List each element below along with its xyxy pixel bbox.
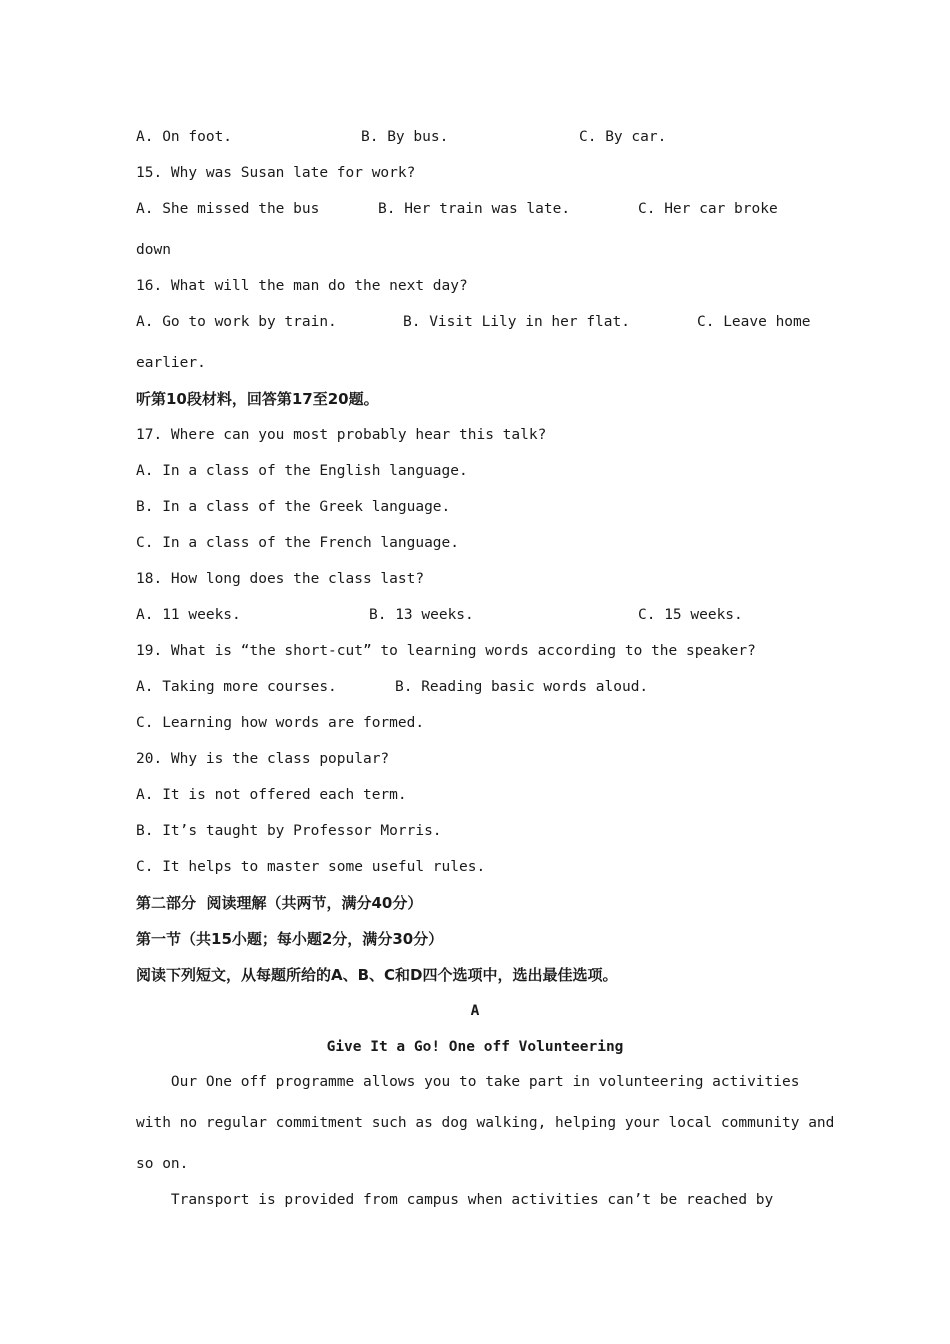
section-1-heading: 第一节（共15小题；每小题2分，满分30分）	[136, 930, 444, 948]
q16-option-c-wrap: earlier.	[136, 355, 206, 371]
section-10-heading: 听第10段材料，回答第17至20题。	[136, 390, 379, 408]
q15-option-a: A. She missed the bus	[136, 201, 320, 217]
q16-option-c: C. Leave home	[697, 314, 811, 330]
q16-option-b: B. Visit Lily in her flat.	[403, 314, 630, 330]
q20-option-c: C. It helps to master some useful rules.	[136, 859, 486, 875]
passage-line: so on.	[136, 1156, 189, 1172]
q15-option-c-wrap: down	[136, 242, 171, 258]
q19-option-c: C. Learning how words are formed.	[136, 715, 425, 731]
q20-option-a: A. It is not offered each term.	[136, 787, 407, 803]
q17-option-a: A. In a class of the English language.	[136, 463, 468, 479]
q17-option-c: C. In a class of the French language.	[136, 535, 460, 551]
q14-option-c: C. By car.	[579, 129, 667, 145]
q15-option-b: B. Her train was late.	[378, 201, 571, 217]
q14-option-a: A. On foot.	[136, 129, 233, 145]
q18-option-b: B. 13 weeks.	[369, 607, 474, 623]
passage-title: Give It a Go! One off Volunteering	[326, 1039, 624, 1055]
q14-option-b: B. By bus.	[361, 129, 449, 145]
passage-letter: A	[470, 1003, 480, 1019]
q15-question: 15. Why was Susan late for work?	[136, 165, 416, 181]
q18-option-c: C. 15 weeks.	[638, 607, 743, 623]
q17-option-b: B. In a class of the Greek language.	[136, 499, 451, 515]
q18-question: 18. How long does the class last?	[136, 571, 425, 587]
q16-option-a: A. Go to work by train.	[136, 314, 337, 330]
q20-option-b: B. It’s taught by Professor Morris.	[136, 823, 442, 839]
q15-option-c: C. Her car broke	[638, 201, 778, 217]
q19-option-a: A. Taking more courses.	[136, 679, 337, 695]
passage-line: Transport is provided from campus when activities can’t be reached by	[136, 1192, 774, 1208]
passage-line: with no regular commitment such as dog walking, helping your local community and	[136, 1115, 835, 1131]
part-2-heading: 第二部分 阅读理解（共两节，满分40分）	[136, 894, 423, 912]
q17-question: 17. Where can you most probably hear this talk?	[136, 427, 547, 443]
q20-question: 20. Why is the class popular?	[136, 751, 390, 767]
q19-question: 19. What is “the short-cut” to learning words according to the speaker?	[136, 643, 756, 659]
reading-instruction: 阅读下列短文，从每题所给的A、B、C和D四个选项中，选出最佳选项。	[136, 966, 618, 984]
q18-option-a: A. 11 weeks.	[136, 607, 241, 623]
q16-question: 16. What will the man do the next day?	[136, 278, 468, 294]
q19-option-b: B. Reading basic words aloud.	[395, 679, 649, 695]
passage-line: Our One off programme allows you to take part in volunteering activities	[136, 1074, 800, 1090]
